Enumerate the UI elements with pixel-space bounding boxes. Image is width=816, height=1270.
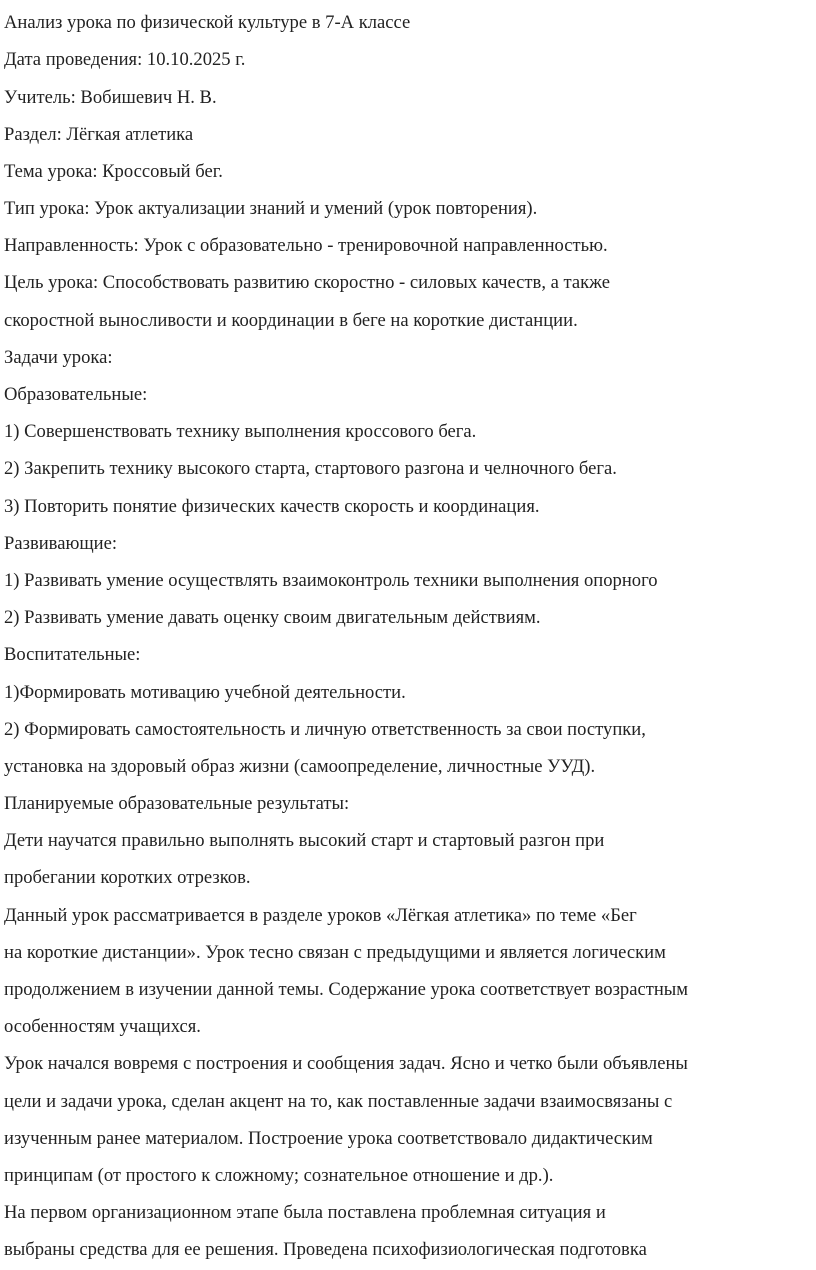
document-title: Анализ урока по физической культуре в 7-А классе (4, 12, 411, 33)
paragraph-line: Дети научатся правильно выполнять высокий старт и стартовый разгон при (4, 830, 605, 851)
paragraph-line: на короткие дистанции». Урок тесно связан с предыдущими и является логическим (4, 942, 666, 963)
lesson-goal-cont: скоростной выносливости и координации в беге на короткие дистанции. (4, 310, 578, 331)
upbringing-heading: Воспитательные: (4, 644, 141, 665)
list-item: 2) Развивать умение давать оценку своим двигательным действиям. (4, 607, 541, 628)
list-item: 1) Совершенствовать технику выполнения кроссового бега. (4, 421, 477, 442)
paragraph-line: выбраны средства для ее решения. Проведена психофизиологическая подготовка (4, 1239, 647, 1260)
results-heading: Планируемые образовательные результаты: (4, 793, 350, 814)
lesson-type: Тип урока: Урок актуализации знаний и умений (урок повторения). (4, 198, 538, 219)
teacher: Учитель: Вобишевич Н. В. (4, 87, 217, 108)
educational-heading: Образовательные: (4, 384, 148, 405)
paragraph-line: продолжением в изучении данной темы. Содержание урока соответствует возрастным (4, 979, 689, 1000)
section: Раздел: Лёгкая атлетика (4, 124, 194, 145)
tasks-heading: Задачи урока: (4, 347, 113, 368)
paragraph-line: изученным ранее материалом. Построение урока соответствовало дидактическим (4, 1128, 653, 1149)
paragraph-line: Урок начался вовремя с построения и сообщения задач. Ясно и четко были объявлены (4, 1053, 688, 1074)
paragraph-line: пробегании коротких отрезков. (4, 867, 251, 888)
paragraph-line: На первом организационном этапе была поставлена проблемная ситуация и (4, 1202, 606, 1223)
paragraph-line: принципам (от простого к сложному; сознательное отношение и др.). (4, 1165, 554, 1186)
lesson-date: Дата проведения: 10.10.2025 г. (4, 49, 246, 70)
lesson-goal: Цель урока: Способствовать развитию скоростно - силовых качеств, а также (4, 272, 611, 293)
paragraph-line: особенностям учащихся. (4, 1016, 201, 1037)
list-item: 2) Формировать самостоятельность и личную ответственность за свои поступки, (4, 719, 646, 740)
paragraph-line: цели и задачи урока, сделан акцент на то, как поставленные задачи взаимосвязаны с (4, 1091, 673, 1112)
list-item: 1) Развивать умение осуществлять взаимоконтроль техники выполнения опорного (4, 570, 658, 591)
list-item: 1)Формировать мотивацию учебной деятельности. (4, 682, 406, 703)
list-item: 3) Повторить понятие физических качеств скорость и координация. (4, 496, 540, 517)
list-item-cont: установка на здоровый образ жизни (самоопределение, личностные УУД). (4, 756, 596, 777)
list-item: 2) Закрепить технику высокого старта, стартового разгона и челночного бега. (4, 458, 617, 479)
developing-heading: Развивающие: (4, 533, 118, 554)
lesson-topic: Тема урока: Кроссовый бег. (4, 161, 223, 182)
lesson-focus: Направленность: Урок с образовательно - тренировочной направленностью. (4, 235, 608, 256)
paragraph-line: Данный урок рассматривается в разделе уроков «Лёгкая атлетика» по теме «Бег (4, 905, 637, 926)
